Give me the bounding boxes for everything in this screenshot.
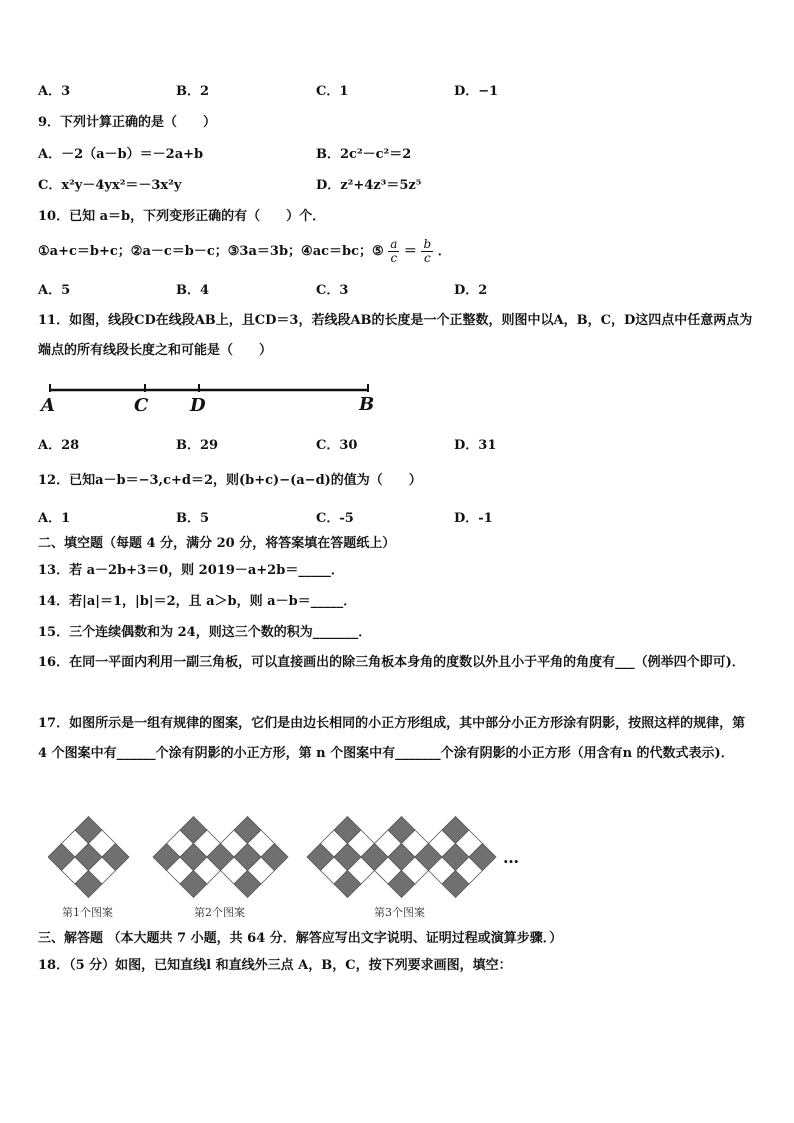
q16: 16．在同一平面内利用一副三角板，可以直接画出的除三角板本身角的度数以外且小于平角的角度有___（例举四个即可)．	[38, 655, 745, 670]
ellipsis: …	[503, 848, 519, 867]
q10-items	[38, 238, 451, 266]
option-b: B．2	[176, 84, 210, 99]
q11-option-a: A．28	[38, 438, 80, 453]
q9-option-a: A．－2（a－b）＝－2a+b	[38, 147, 204, 162]
q10-option-d: D．2	[454, 283, 488, 298]
point-b-label: B	[359, 394, 375, 415]
q13: 13．若 a－2b+3＝0，则 2019－a+2b＝_____．	[38, 563, 344, 578]
q18: 18．（5 分）如图，已知直线l 和直线外三点 A，B，C，按下列要求画图，填空：	[38, 958, 512, 973]
caption-pattern-3: 第3个图案	[374, 906, 425, 919]
q10-stem: 10．已知 a＝b，下列变形正确的有（ ）个．	[38, 209, 326, 224]
frac-den: c	[423, 251, 431, 265]
q14: 14．若|a|＝1，|b|＝2，且 a＞b，则 a－b＝_____．	[38, 594, 357, 609]
pattern-figures	[48, 816, 498, 898]
equals-sign: ＝	[403, 244, 417, 259]
fraction-b-over-c	[421, 238, 433, 265]
frac-den: c	[390, 251, 398, 265]
q10-option-c: C．3	[316, 283, 349, 298]
q11-option-b: B．29	[176, 438, 219, 453]
point-d-label: D	[190, 395, 206, 416]
q12-option-b: B．5	[176, 511, 210, 526]
option-a: A．3	[38, 84, 71, 99]
frac-num: b	[423, 237, 432, 251]
caption-pattern-2: 第2个图案	[194, 906, 245, 919]
q12-stem: 12．已知a－b＝−3,c+d＝2，则(b+c)−(a−d)的值为（ ）	[38, 473, 422, 488]
caption-pattern-1: 第1个图案	[62, 906, 113, 919]
q15: 15．三个连续偶数和为 24，则这三个数的积为_______．	[38, 625, 372, 640]
period: ．	[437, 244, 451, 259]
q11-option-d: D．31	[454, 438, 497, 453]
point-a-label: A	[41, 395, 55, 416]
q12-option-a: A．1	[38, 511, 71, 526]
section-3-heading: 三、解答题 （本大题共 7 小题，共 64 分．解答应写出文字说明、证明过程或演算步骤．）	[38, 931, 563, 946]
q9-stem: 9．下列计算正确的是（ ）	[38, 115, 217, 130]
q10-items-text: ①a+c＝b+c；②a－c＝b－c；③3a＝3b；④ac＝bc；⑤	[38, 244, 384, 259]
fraction-a-over-c	[388, 238, 399, 265]
point-c-label: C	[134, 395, 149, 416]
q9-option-b: B．2c²－c²＝2	[316, 147, 412, 162]
q11-stem: 11．如图，线段CD在线段AB上，且CD＝3，若线段AB的长度是一个正整数，则图中以A，B，C，D这四点中任意两点为端点的所有线段长度之和可能是（ ）	[38, 313, 753, 358]
q12-option-d: D．-1	[454, 511, 493, 526]
q11-option-c: C．30	[316, 438, 358, 453]
frac-num: a	[390, 237, 398, 251]
q10-option-b: B．4	[176, 283, 210, 298]
option-c: C．1	[316, 84, 349, 99]
q9-option-d: D．z²+4z³＝5z⁵	[316, 178, 422, 193]
q12-option-c: C．-5	[316, 511, 354, 526]
q9-option-c: C．x²y－4yx²＝－3x²y	[38, 178, 182, 193]
q17-stem: 17．如图所示是一组有规律的图案，它们是由边长相同的小正方形组成，其中部分小正方形涂有阴影，按照这样的规律，第 4 个图案中有______个涂有阴影的小正方形，第 n 个图案中有_______个涂有阴影的小正方形（用含有n 的代数式表示)．	[38, 716, 746, 761]
section-2-heading: 二、填空题（每题 4 分，满分 20 分，将答案填在答题纸上）	[38, 536, 396, 551]
option-d: D．−1	[454, 84, 499, 99]
pattern-cells	[48, 817, 496, 898]
segment-figure	[38, 380, 388, 420]
q10-option-a: A．5	[38, 283, 71, 298]
